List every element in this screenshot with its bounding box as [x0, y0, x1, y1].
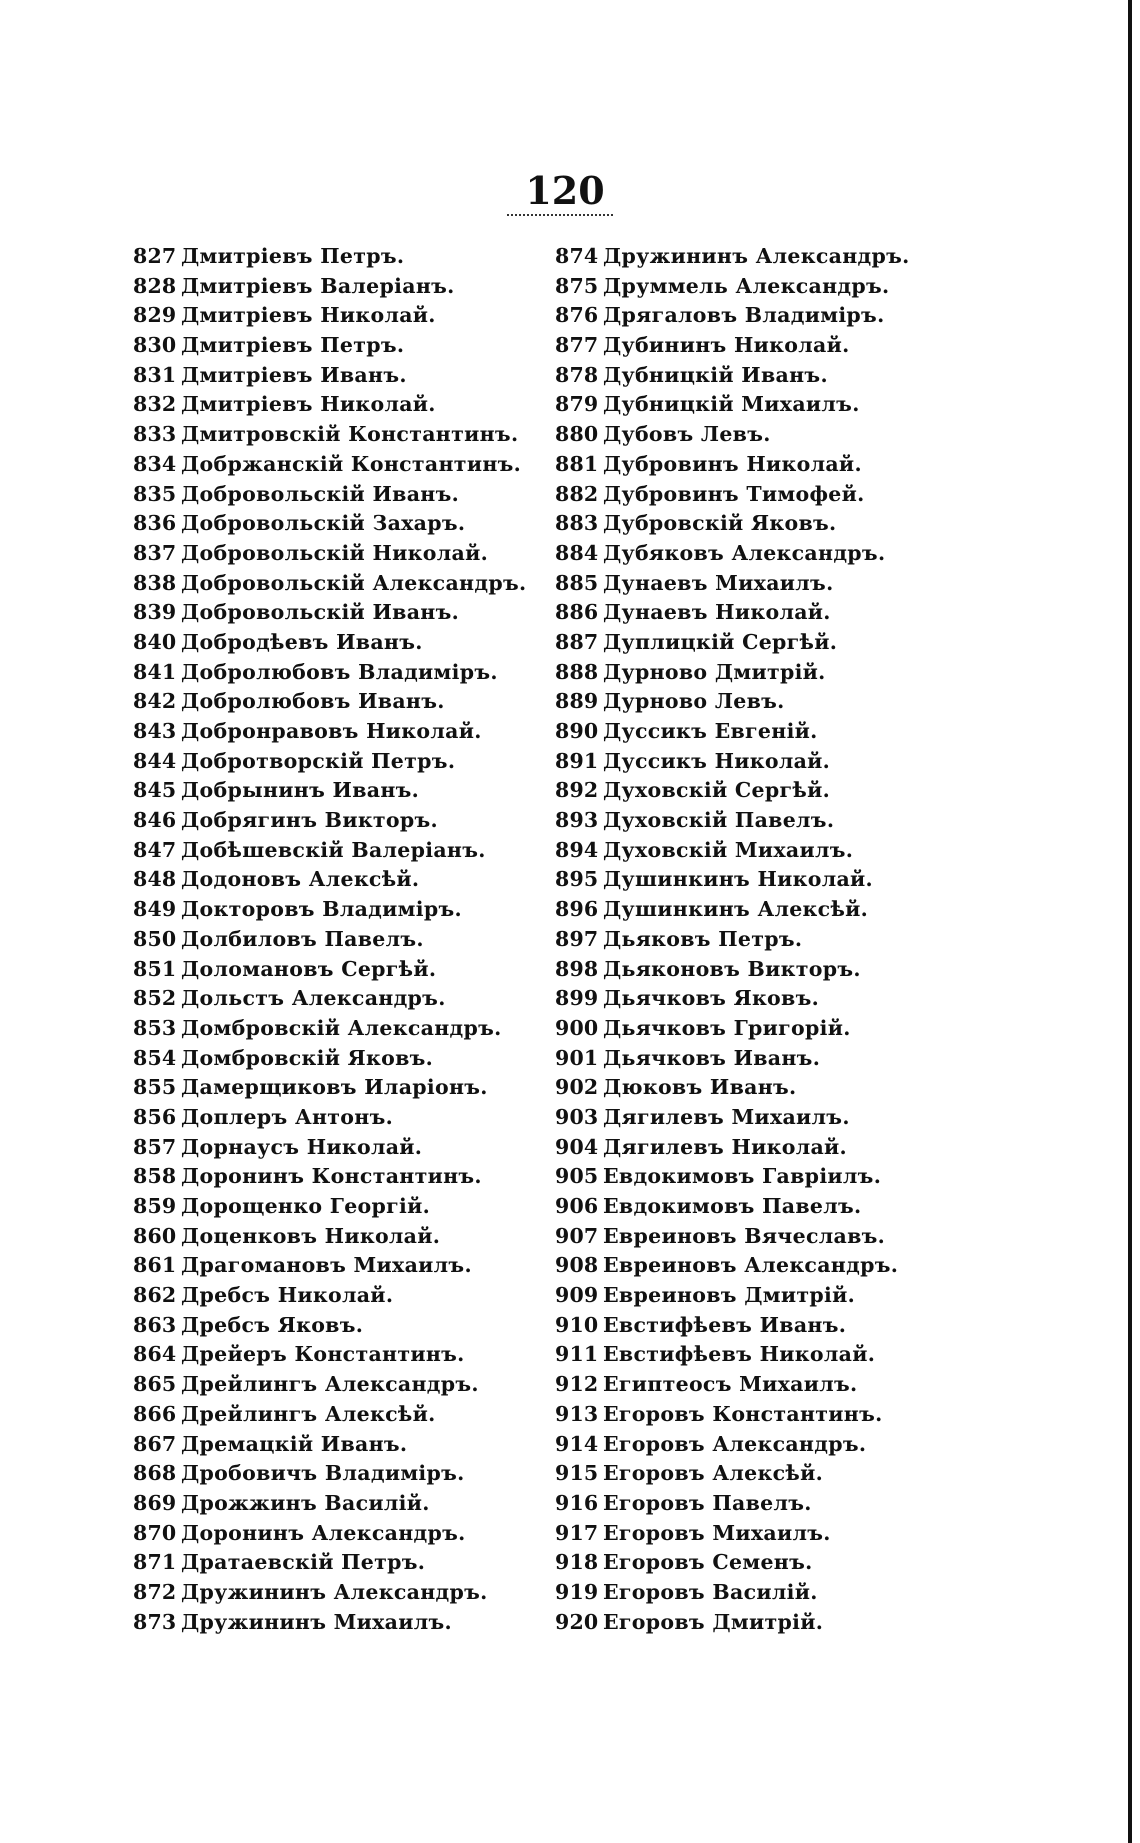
list-item	[133, 747, 533, 777]
list-item	[133, 1162, 533, 1192]
entry-name: Дунаевъ Михаилъ.	[603, 570, 834, 595]
entry-number: 841	[133, 659, 177, 684]
entry-name: Егоровъ Василій.	[603, 1579, 818, 1604]
entry-name: Добрынинъ Иванъ.	[181, 778, 420, 803]
entry-number: 910	[555, 1312, 599, 1337]
entry-number: 833	[133, 422, 177, 447]
entry-name: Дмитріевъ Николай.	[181, 303, 436, 328]
list-item	[555, 272, 935, 302]
entry-number: 829	[133, 303, 177, 328]
list-item	[133, 301, 533, 331]
list-item	[133, 836, 533, 866]
entry-number: 916	[555, 1490, 599, 1515]
entry-number: 920	[555, 1609, 599, 1634]
list-item	[555, 806, 935, 836]
entry-name: Дубовъ Левъ.	[603, 422, 771, 447]
entry-name: Добронравовъ Николай.	[181, 719, 482, 743]
entry-name: Добѣшевскій Валеріанъ.	[181, 837, 486, 862]
entry-number: 828	[133, 273, 177, 298]
entry-name: Долбиловъ Павелъ.	[181, 926, 424, 951]
entry-number: 856	[133, 1104, 177, 1129]
entry-number: 847	[133, 837, 177, 862]
entry-name: Добрягинъ Викторъ.	[181, 808, 438, 833]
list-item	[133, 539, 533, 569]
entry-name: Дубровскій Яковъ.	[603, 511, 837, 536]
entry-number: 858	[133, 1164, 177, 1189]
list-item	[555, 1370, 935, 1400]
entry-name: Домбровскій Александръ.	[181, 1015, 502, 1040]
entry-name: Дягилевъ Михаилъ.	[603, 1104, 850, 1129]
list-item	[555, 1014, 935, 1044]
entry-number: 868	[133, 1461, 177, 1486]
entry-name: Дягилевъ Николай.	[603, 1134, 847, 1159]
entry-number: 912	[555, 1372, 599, 1397]
entry-name: Егоровъ Алексѣй.	[603, 1461, 824, 1486]
entry-name: Дубининъ Николай.	[603, 333, 850, 358]
list-item	[555, 598, 935, 628]
list-item	[555, 509, 935, 539]
entry-name: Дорощенко Георгій.	[181, 1194, 431, 1218]
entry-number: 905	[555, 1164, 599, 1189]
entry-number: 909	[555, 1283, 599, 1308]
entry-name: Егоровъ Дмитрій.	[603, 1609, 824, 1634]
entry-name: Додоновъ Алексѣй.	[181, 867, 420, 892]
list-item	[133, 717, 533, 747]
list-item	[555, 420, 935, 450]
entry-number: 864	[133, 1342, 177, 1367]
entry-name: Дружининъ Александръ.	[603, 244, 910, 268]
entry-number: 902	[555, 1075, 599, 1100]
entry-name: Дубницкій Иванъ.	[603, 362, 828, 387]
entry-name: Духовскій Михаилъ.	[603, 837, 854, 862]
entry-number: 904	[555, 1134, 599, 1159]
entry-name: Дьячковъ Яковъ.	[603, 986, 820, 1011]
entry-name: Егоровъ Александръ.	[603, 1431, 867, 1456]
list-item	[555, 242, 935, 272]
list-item	[133, 1489, 533, 1519]
list-item	[133, 1519, 533, 1549]
entry-number: 908	[555, 1253, 599, 1278]
entry-name: Добровольскій Иванъ.	[181, 600, 460, 625]
entry-number: 885	[555, 570, 599, 595]
list-item	[555, 747, 935, 777]
list-item	[555, 836, 935, 866]
list-item	[133, 242, 533, 272]
list-item	[555, 628, 935, 658]
entry-number: 850	[133, 926, 177, 951]
list-item	[555, 450, 935, 480]
entry-name: Дмитріевъ Петръ.	[181, 333, 405, 358]
entry-name: Егоровъ Семенъ.	[603, 1550, 813, 1575]
list-item	[555, 984, 935, 1014]
entry-name: Египтеосъ Михаилъ.	[603, 1372, 858, 1397]
list-item	[555, 1489, 935, 1519]
entry-name: Добролюбовъ Иванъ.	[181, 689, 445, 714]
entry-number: 846	[133, 808, 177, 833]
entry-number: 837	[133, 540, 177, 565]
entry-number: 827	[133, 244, 177, 268]
entry-number: 878	[555, 362, 599, 387]
entry-name: Дьячковъ Иванъ.	[603, 1045, 821, 1070]
entry-name: Доценковъ Николай.	[181, 1223, 441, 1248]
entry-number: 903	[555, 1104, 599, 1129]
list-item	[133, 272, 533, 302]
list-item	[555, 687, 935, 717]
entry-name: Дребсъ Яковъ.	[181, 1312, 364, 1337]
list-item	[555, 658, 935, 688]
list-item	[555, 955, 935, 985]
entry-number: 851	[133, 956, 177, 981]
list-item	[555, 361, 935, 391]
list-item	[133, 1044, 533, 1074]
entry-number: 887	[555, 629, 599, 654]
list-item	[555, 1311, 935, 1341]
entry-name: Евдокимовъ Павелъ.	[603, 1194, 862, 1218]
entry-number: 835	[133, 481, 177, 506]
entry-name: Дмитріевъ Николай.	[181, 392, 436, 417]
entry-number: 843	[133, 719, 177, 743]
entry-number: 867	[133, 1431, 177, 1456]
list-item	[133, 984, 533, 1014]
entry-number: 900	[555, 1015, 599, 1040]
entry-name: Дробовичъ Владиміръ.	[181, 1461, 465, 1486]
list-item	[133, 598, 533, 628]
entry-number: 896	[555, 897, 599, 922]
entry-name: Дружининъ Михаилъ.	[181, 1609, 452, 1634]
list-item	[555, 390, 935, 420]
entry-number: 893	[555, 808, 599, 833]
entry-number: 865	[133, 1372, 177, 1397]
entry-number: 899	[555, 986, 599, 1011]
list-item	[133, 1192, 533, 1222]
entry-name: Добровольскій Николай.	[181, 540, 489, 565]
entry-name: Егоровъ Константинъ.	[603, 1401, 883, 1426]
entry-number: 884	[555, 540, 599, 565]
list-item	[555, 1162, 935, 1192]
entry-name: Дурново Дмитрій.	[603, 659, 826, 684]
entry-name: Дубровинъ Николай.	[603, 451, 862, 476]
entry-number: 871	[133, 1550, 177, 1575]
list-item	[133, 1548, 533, 1578]
entry-number: 832	[133, 392, 177, 417]
entry-name: Евреиновъ Дмитрій.	[603, 1283, 856, 1308]
entry-name: Дмитріевъ Иванъ.	[181, 362, 407, 387]
entry-number: 859	[133, 1194, 177, 1218]
page-number-rule	[507, 214, 613, 216]
entry-name: Дубровинъ Тимофей.	[603, 481, 865, 506]
entry-number: 901	[555, 1045, 599, 1070]
entry-number: 879	[555, 392, 599, 417]
entry-number: 836	[133, 511, 177, 536]
entry-number: 915	[555, 1461, 599, 1486]
entry-name: Добролюбовъ Владиміръ.	[181, 659, 498, 684]
entry-name: Добржанскій Константинъ.	[181, 451, 522, 476]
entry-number: 894	[555, 837, 599, 862]
entry-number: 863	[133, 1312, 177, 1337]
entry-name: Дружининъ Александръ.	[181, 1579, 488, 1604]
entry-name: Дубницкій Михаилъ.	[603, 392, 860, 417]
list-item	[555, 569, 935, 599]
list-item	[133, 925, 533, 955]
entry-name: Дубяковъ Александръ.	[603, 540, 886, 565]
entry-name: Дрейеръ Константинъ.	[181, 1342, 465, 1367]
list-item	[555, 1430, 935, 1460]
entry-number: 883	[555, 511, 599, 536]
entry-name: Дьячковъ Григорій.	[603, 1015, 851, 1040]
list-item	[555, 1519, 935, 1549]
entry-name: Душинкинъ Алексѣй.	[603, 897, 869, 922]
entry-number: 875	[555, 273, 599, 298]
entry-name: Дьяковъ Петръ.	[603, 926, 803, 951]
entry-name: Дрейлингъ Алексѣй.	[181, 1401, 436, 1426]
entry-number: 852	[133, 986, 177, 1011]
entry-number: 880	[555, 422, 599, 447]
entry-name: Душинкинъ Николай.	[603, 867, 873, 892]
entry-number: 897	[555, 926, 599, 951]
list-item	[555, 776, 935, 806]
entry-number: 886	[555, 600, 599, 625]
entry-number: 860	[133, 1223, 177, 1248]
entry-number: 853	[133, 1015, 177, 1040]
list-item	[555, 1281, 935, 1311]
entry-name: Дремацкій Иванъ.	[181, 1431, 408, 1456]
entry-name: Дуссикъ Николай.	[603, 748, 831, 773]
list-item	[555, 1103, 935, 1133]
list-item	[555, 1222, 935, 1252]
entry-name: Духовскій Павелъ.	[603, 808, 835, 833]
entry-name: Дунаевъ Николай.	[603, 600, 831, 625]
list-item	[133, 1281, 533, 1311]
entry-number: 888	[555, 659, 599, 684]
left-column	[133, 242, 533, 1637]
entry-number: 831	[133, 362, 177, 387]
entry-number: 873	[133, 1609, 177, 1634]
entry-number: 869	[133, 1490, 177, 1515]
list-item	[133, 1578, 533, 1608]
entry-name: Дратаевскій Петръ.	[181, 1550, 426, 1575]
list-item	[133, 1073, 533, 1103]
list-item	[133, 1370, 533, 1400]
entry-number: 892	[555, 778, 599, 803]
entry-number: 874	[555, 244, 599, 268]
list-item	[555, 925, 935, 955]
list-item	[133, 509, 533, 539]
list-item	[133, 806, 533, 836]
entry-name: Дольстъ Александръ.	[181, 986, 446, 1011]
list-item	[555, 717, 935, 747]
entry-name: Евреиновъ Вячеславъ.	[603, 1223, 886, 1248]
entry-number: 842	[133, 689, 177, 714]
list-item	[133, 450, 533, 480]
entry-number: 844	[133, 748, 177, 773]
entry-number: 919	[555, 1579, 599, 1604]
list-item	[133, 331, 533, 361]
list-item	[133, 390, 533, 420]
entry-number: 857	[133, 1134, 177, 1159]
list-item	[555, 1251, 935, 1281]
list-item	[133, 1340, 533, 1370]
entry-number: 840	[133, 629, 177, 654]
list-item	[133, 895, 533, 925]
entry-name: Доплеръ Антонъ.	[181, 1104, 394, 1129]
list-item	[555, 1459, 935, 1489]
entry-number: 876	[555, 303, 599, 328]
entry-number: 839	[133, 600, 177, 625]
entry-name: Добротворскій Петръ.	[181, 748, 456, 773]
entry-name: Евстифѣевъ Николай.	[603, 1342, 876, 1367]
entry-number: 891	[555, 748, 599, 773]
list-item	[555, 1073, 935, 1103]
entry-name: Дамерщиковъ Иларіонъ.	[181, 1075, 488, 1100]
entry-number: 913	[555, 1401, 599, 1426]
entry-name: Добровольскій Захаръ.	[181, 511, 466, 536]
list-item	[555, 1578, 935, 1608]
entry-number: 914	[555, 1431, 599, 1456]
list-item	[133, 687, 533, 717]
entry-name: Дорнаусъ Николай.	[181, 1134, 423, 1159]
list-item	[133, 955, 533, 985]
list-item	[133, 1251, 533, 1281]
entry-name: Евреиновъ Александръ.	[603, 1253, 899, 1278]
list-item	[555, 1548, 935, 1578]
entry-name: Добровольскій Иванъ.	[181, 481, 460, 506]
entry-name: Докторовъ Владиміръ.	[181, 897, 462, 922]
entry-number: 895	[555, 867, 599, 892]
entry-number: 862	[133, 1283, 177, 1308]
entry-name: Дьяконовъ Викторъ.	[603, 956, 861, 981]
entry-number: 849	[133, 897, 177, 922]
entry-name: Дурново Левъ.	[603, 689, 785, 714]
list-item	[133, 658, 533, 688]
entry-name: Егоровъ Павелъ.	[603, 1490, 812, 1515]
entry-name: Доломановъ Сергѣй.	[181, 956, 437, 981]
entry-number: 854	[133, 1045, 177, 1070]
entry-name: Дрейлингъ Александръ.	[181, 1372, 479, 1397]
entry-number: 890	[555, 719, 599, 743]
list-item	[133, 1400, 533, 1430]
entry-number: 911	[555, 1342, 599, 1367]
entry-name: Добровольскій Александръ.	[181, 570, 527, 595]
list-item	[133, 776, 533, 806]
entry-number: 830	[133, 333, 177, 358]
entry-name: Евстифѣевъ Иванъ.	[603, 1312, 847, 1337]
list-item	[133, 1222, 533, 1252]
list-item	[133, 480, 533, 510]
entry-number: 848	[133, 867, 177, 892]
entry-name: Дмитровскій Константинъ.	[181, 422, 519, 447]
list-item	[133, 1133, 533, 1163]
page-number: 120	[525, 168, 605, 213]
entry-number: 877	[555, 333, 599, 358]
list-item	[133, 569, 533, 599]
list-item	[133, 420, 533, 450]
entry-name: Дуссикъ Евгеній.	[603, 719, 818, 743]
entry-number: 882	[555, 481, 599, 506]
entry-number: 917	[555, 1520, 599, 1545]
list-item	[555, 331, 935, 361]
entry-name: Духовскій Сергѣй.	[603, 778, 831, 803]
list-item	[555, 865, 935, 895]
entry-number: 907	[555, 1223, 599, 1248]
list-item	[555, 539, 935, 569]
entry-name: Дмитріевъ Петръ.	[181, 244, 405, 268]
entry-name: Егоровъ Михаилъ.	[603, 1520, 831, 1545]
entry-number: 866	[133, 1401, 177, 1426]
entry-name: Дюковъ Иванъ.	[603, 1075, 797, 1100]
entry-name: Драгомановъ Михаилъ.	[181, 1253, 472, 1278]
entry-number: 881	[555, 451, 599, 476]
entry-name: Доронинъ Константинъ.	[181, 1164, 482, 1189]
entry-number: 838	[133, 570, 177, 595]
entry-number: 834	[133, 451, 177, 476]
entry-number: 855	[133, 1075, 177, 1100]
entry-number: 906	[555, 1194, 599, 1218]
list-item	[555, 1608, 935, 1638]
list-item	[555, 1133, 935, 1163]
list-item	[133, 865, 533, 895]
entry-name: Доронинъ Александръ.	[181, 1520, 466, 1545]
entry-number: 861	[133, 1253, 177, 1278]
list-item	[133, 1014, 533, 1044]
entry-name: Дребсъ Николай.	[181, 1283, 394, 1308]
list-item	[133, 361, 533, 391]
entry-name: Дмитріевъ Валеріанъ.	[181, 273, 455, 298]
list-item	[555, 895, 935, 925]
entry-name: Евдокимовъ Гавріилъ.	[603, 1164, 882, 1189]
list-item	[133, 1430, 533, 1460]
list-item	[133, 1608, 533, 1638]
right-column	[555, 242, 935, 1637]
page-edge-border	[1122, 0, 1140, 1843]
entry-number: 845	[133, 778, 177, 803]
list-item	[133, 628, 533, 658]
entry-name: Дуплицкій Сергѣй.	[603, 629, 838, 654]
list-item	[133, 1103, 533, 1133]
entry-name: Друммель Александръ.	[603, 273, 890, 298]
entry-name: Добродѣевъ Иванъ.	[181, 629, 423, 654]
entry-number: 872	[133, 1579, 177, 1604]
entry-number: 918	[555, 1550, 599, 1575]
entry-number: 870	[133, 1520, 177, 1545]
list-item	[133, 1459, 533, 1489]
entry-number: 889	[555, 689, 599, 714]
list-item	[555, 1192, 935, 1222]
entry-name: Дрягаловъ Владиміръ.	[603, 303, 885, 328]
list-item	[133, 1311, 533, 1341]
entry-name: Дрожжинъ Василій.	[181, 1490, 430, 1515]
list-item	[555, 1400, 935, 1430]
list-item	[555, 480, 935, 510]
list-item	[555, 1340, 935, 1370]
list-item	[555, 1044, 935, 1074]
list-item	[555, 301, 935, 331]
entry-name: Домбровскій Яковъ.	[181, 1045, 434, 1070]
entry-number: 898	[555, 956, 599, 981]
